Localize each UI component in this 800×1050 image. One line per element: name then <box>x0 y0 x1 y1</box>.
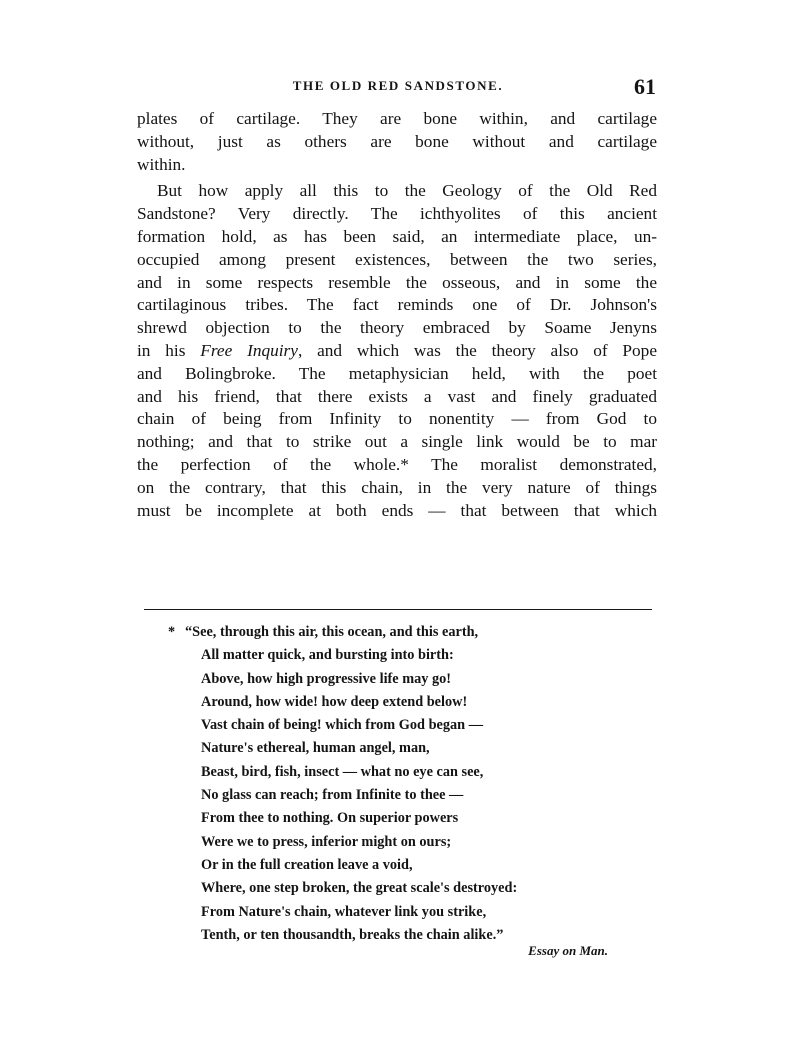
body-line <box>137 500 657 523</box>
text-run: and his friend, that there exists a vast and finely graduated <box>137 386 657 406</box>
text-run: and Bolingbroke. The metaphysician held, with the poet <box>137 363 657 383</box>
body-line <box>137 108 657 131</box>
page-number: 61 <box>634 74 656 99</box>
text-run: occupied among present existences, between the two series, <box>137 249 657 269</box>
body-line <box>137 408 657 431</box>
text-run: cartilaginous tribes. The fact reminds one of Dr. Johnson's <box>137 295 657 315</box>
body-line <box>137 131 657 154</box>
verse-text: Or in the full creation leave a void, <box>201 856 413 873</box>
verse-line <box>168 761 608 784</box>
text-run: without, just as others are bone without and cartilage <box>137 131 657 151</box>
verse-line <box>168 877 608 900</box>
verse-text: Above, how high progressive life may go! <box>201 670 452 687</box>
footnote-rule <box>144 609 652 610</box>
text-run: But how apply all this to the Geology of the Old Red <box>157 181 657 201</box>
text-run: nothing; and that to strike out a single link would be to mar <box>137 432 657 452</box>
body-line <box>137 203 657 226</box>
body-line <box>137 272 657 295</box>
body-line <box>137 431 657 454</box>
verse-line <box>168 854 608 877</box>
verse-text: Beast, bird, fish, insect — what no eye can see, <box>201 763 484 780</box>
footnote-marker: * <box>168 624 176 640</box>
verse-text: “See, through this air, this ocean, and this earth, <box>185 624 479 640</box>
verse-line <box>168 714 608 737</box>
body-line <box>137 317 657 340</box>
running-head <box>140 74 656 102</box>
verse-line <box>168 644 608 667</box>
text-run: on the contrary, that this chain, in the very nature of things <box>137 477 657 497</box>
verse-line <box>168 807 608 830</box>
verse-text: From thee to nothing. On superior powers <box>201 810 459 827</box>
text-run: , and which was the theory also of Pope <box>297 340 657 360</box>
verse-line <box>168 668 608 691</box>
italic-title: Free Inquiry <box>200 340 298 360</box>
verse-line <box>168 737 608 760</box>
body-line <box>137 477 657 500</box>
verse-line <box>168 901 608 924</box>
verse-text: From Nature's chain, whatever link you strike, <box>201 903 487 920</box>
verse-line <box>168 831 608 854</box>
verse-text: Were we to press, inferior might on ours; <box>201 833 452 850</box>
text-run: and in some respects resemble the osseous, and in some the <box>137 272 657 292</box>
text-run: within. <box>137 154 186 174</box>
body-text <box>137 108 657 522</box>
verse-text: No glass can reach; from Infinite to thee — <box>201 787 464 804</box>
running-title: THE OLD RED SANDSTONE. <box>292 78 504 93</box>
verse-text: Vast chain of being! which from God began — <box>201 717 484 734</box>
verse-text: Around, how wide! how deep extend below! <box>201 693 468 710</box>
text-run: must be incomplete at both ends — that between that which <box>137 500 657 520</box>
body-line <box>137 180 657 203</box>
body-line <box>137 386 657 409</box>
verse-text: All matter quick, and bursting into birth: <box>201 647 454 664</box>
body-line <box>137 363 657 386</box>
verse-text: Nature's ethereal, human angel, man, <box>201 740 430 757</box>
body-line <box>137 249 657 272</box>
text-run: formation hold, as has been said, an intermediate place, un- <box>137 226 657 246</box>
text-run: in his <box>137 340 201 360</box>
body-line <box>137 454 657 477</box>
text-run: Sandstone? Very directly. The ichthyolites of this ancient <box>137 204 657 224</box>
verse-text: Where, one step broken, the great scale's destroyed: <box>201 880 518 897</box>
body-line <box>137 340 657 363</box>
text-run: plates of cartilage. They are bone within, and cartilage <box>137 109 657 128</box>
verse-line <box>168 784 608 807</box>
verse-text: Tenth, or ten thousandth, breaks the chain alike.” <box>201 926 504 943</box>
verse-line <box>168 621 608 644</box>
text-run: chain of being from Infinity to nonentity — from God to <box>137 409 657 429</box>
footnote-verse <box>168 621 608 947</box>
body-line <box>137 154 657 177</box>
text-run: the perfection of the whole.* The moralist demonstrated, <box>137 454 657 474</box>
body-line <box>137 294 657 317</box>
body-line <box>137 226 657 249</box>
footnote <box>168 621 608 958</box>
text-run: shrewd objection to the theory embraced by Soame Jenyns <box>137 318 657 338</box>
footnote-source: Essay on Man. <box>528 943 608 958</box>
verse-line <box>168 691 608 714</box>
